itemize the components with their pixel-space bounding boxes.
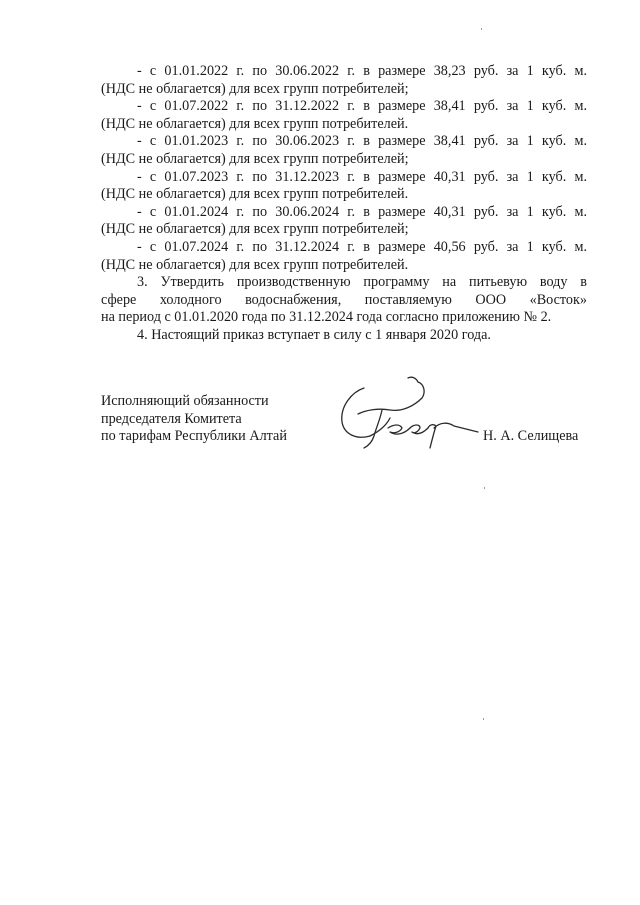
rate-item: [101, 204, 587, 239]
rate-item: [101, 133, 587, 168]
rate-item: [101, 169, 587, 204]
item-4-paragraph: 4. Настоящий приказ вступает в силу с 1 января 2020 года.: [137, 326, 491, 343]
rate-vat-line: (НДС не облагается) для всех групп потребителей.: [101, 115, 409, 132]
position-line-3: по тарифам Республики Алтай: [101, 428, 287, 445]
rate-period-line: - с 01.07.2024 г. по 31.12.2024 г. в размере 40,56 руб. за 1 куб. м.: [137, 238, 587, 255]
rate-period-line: - с 01.01.2024 г. по 30.06.2024 г. в размере 40,31 руб. за 1 куб. м.: [137, 203, 587, 220]
scan-speck: [481, 28, 482, 30]
rate-vat-line: (НДС не облагается) для всех групп потребителей;: [101, 221, 409, 238]
position-line-1: Исполняющий обязанности: [101, 393, 269, 409]
item-3-line-3: на период с 01.01.2020 года по 31.12.2024 года согласно приложению № 2.: [101, 309, 552, 326]
rate-period-line: - с 01.01.2023 г. по 30.06.2023 г. в размере 38,41 руб. за 1 куб. м.: [137, 133, 587, 150]
item-3-line-2: сфере холодного водоснабжения, поставляемую ООО «Восток»: [101, 291, 587, 308]
rate-item: [101, 239, 587, 274]
rate-vat-line: (НДС не облагается) для всех групп потребителей;: [101, 150, 409, 167]
rate-period-line: - с 01.07.2023 г. по 31.12.2023 г. в размере 40,31 руб. за 1 куб. м.: [137, 168, 587, 185]
item-3-line-1: 3. Утвердить производственную программу на питьевую воду в: [137, 274, 587, 291]
rate-item: [101, 63, 587, 98]
position-line-2: председателя Комитета: [101, 410, 242, 427]
rate-vat-line: (НДС не облагается) для всех групп потребителей.: [101, 186, 409, 203]
item-3-paragraph: [101, 274, 587, 327]
rate-period-line: - с 01.01.2022 г. по 30.06.2022 г. в размере 38,23 руб. за 1 куб. м.: [137, 63, 587, 79]
handwritten-signature: [330, 370, 480, 460]
scan-speck: [483, 718, 484, 720]
rate-item: [101, 98, 587, 133]
rate-vat-line: (НДС не облагается) для всех групп потребителей;: [101, 80, 409, 97]
scan-speck: [484, 487, 485, 489]
rate-vat-line: (НДС не облагается) для всех групп потребителей.: [101, 256, 409, 273]
signatory-name: Н. А. Селищева: [483, 428, 579, 444]
rate-period-line: - с 01.07.2022 г. по 31.12.2022 г. в размере 38,41 руб. за 1 куб. м.: [137, 98, 587, 115]
document-body: [101, 63, 587, 345]
signatory-position: [101, 393, 287, 446]
